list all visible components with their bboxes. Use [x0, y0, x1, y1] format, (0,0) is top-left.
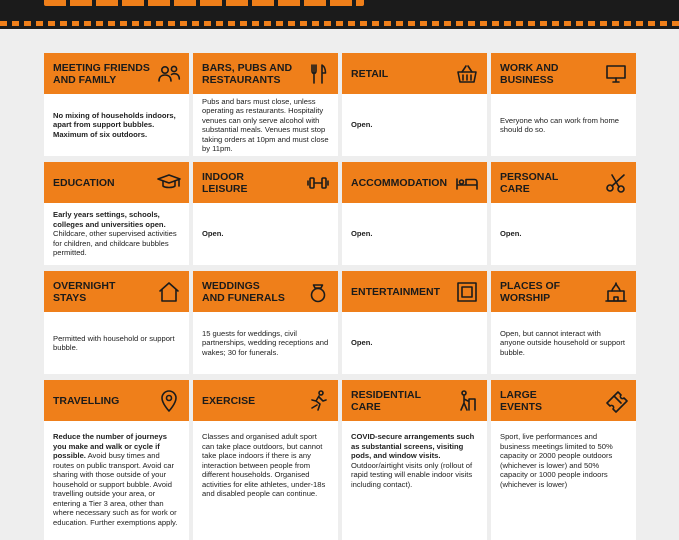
card-body — [193, 421, 338, 540]
card-indoor-leisure — [193, 162, 338, 265]
card-education — [44, 162, 189, 265]
card-weddings-and-funerals — [193, 271, 338, 374]
bed-icon — [455, 171, 479, 195]
card-body — [491, 312, 636, 374]
card-body — [491, 203, 636, 265]
card-description — [351, 432, 478, 489]
card-title: RESIDENTIAL CARE — [351, 388, 422, 413]
card-description — [351, 338, 373, 348]
card-meeting-friends-and-family — [44, 53, 189, 156]
card-description — [500, 229, 522, 239]
card-body — [491, 421, 636, 540]
card-header — [342, 271, 487, 312]
monitor-icon — [604, 62, 628, 86]
card-header — [44, 53, 189, 94]
card-highlight-text: Open. — [202, 229, 224, 239]
card-title: LARGE EVENTS — [500, 388, 543, 413]
card-highlight-text: Reduce the number of journeys you make and walk or cycle if possible. — [53, 432, 167, 460]
card-retail — [342, 53, 487, 156]
banner-title-strip — [44, 0, 364, 6]
card-title: ENTERTAINMENT — [351, 285, 441, 298]
card-body — [44, 203, 189, 265]
place-of-worship-icon — [604, 280, 628, 304]
card-header — [491, 271, 636, 312]
card-title: EDUCATION — [53, 176, 115, 189]
card-header — [342, 53, 487, 94]
card-detail-text: Pubs and bars must close, unless operating as restaurants. Hospitality venues can only serve alcohol with substantial meals. Venues must stop taking orders at 10pm and must close by 11pm. — [202, 96, 329, 153]
card-header — [44, 271, 189, 312]
card-description — [202, 229, 224, 239]
picture-frame-icon — [455, 280, 479, 304]
location-pin-icon — [157, 389, 181, 413]
card-large-events — [491, 380, 636, 540]
card-travelling — [44, 380, 189, 540]
card-work-and-business — [491, 53, 636, 156]
card-description — [53, 334, 180, 353]
care-walker-icon — [455, 389, 479, 413]
card-header — [491, 380, 636, 421]
card-detail-text: 15 guests for weddings, civil partnerships, wedding receptions and wakes; 30 for funerals. — [202, 328, 329, 357]
card-title: WEDDINGS AND FUNERALS — [202, 279, 285, 304]
card-highlight-text: Early years settings, schools, colleges and universities open. — [53, 210, 166, 229]
card-highlight-text: Open. — [351, 338, 373, 348]
card-description — [202, 97, 329, 154]
card-highlight-text: COVID-secure arrangements such as substantial screens, visiting pods, and window visits. — [351, 432, 475, 460]
card-header — [193, 271, 338, 312]
card-description — [351, 229, 373, 239]
card-title: PLACES OF WORSHIP — [500, 279, 561, 304]
card-residential-care — [342, 380, 487, 540]
card-description — [202, 432, 329, 499]
card-personal-care — [491, 162, 636, 265]
card-header — [193, 162, 338, 203]
card-body — [193, 94, 338, 156]
card-description — [500, 329, 627, 358]
card-detail-text: Open, but cannot interact with anyone outside household or support bubble. — [500, 328, 625, 357]
card-detail-text: Everyone who can work from home should do so. — [500, 115, 620, 134]
card-detail-text: Outdoor/airtight visits only (rollout of rapid testing will enable indoor visits including contact). — [351, 460, 473, 489]
card-header — [193, 53, 338, 94]
card-body — [193, 203, 338, 265]
card-body — [342, 94, 487, 156]
card-description — [53, 111, 180, 140]
card-body — [44, 94, 189, 156]
card-highlight-text: No mixing of households indoors, apart from support bubbles. Maximum of six outdoors. — [53, 110, 176, 139]
card-title: MEETING FRIENDS AND FAMILY — [53, 61, 150, 86]
card-highlight-text: Open. — [351, 120, 373, 130]
people-icon — [157, 62, 181, 86]
card-detail-text: Sport, live performances and business meetings limited to 50% capacity or 2000 people outdoors (whichever is lower) and 50% capacity or 1000 people indoors (whichever is lower) — [500, 432, 613, 489]
card-header — [193, 380, 338, 421]
basket-icon — [455, 62, 479, 86]
card-accommodation — [342, 162, 487, 265]
scissors-icon — [604, 171, 628, 195]
card-header — [342, 162, 487, 203]
card-detail-text: Classes and organised adult sport can take place outdoors, but cannot take place indoors if there is any interaction between people from different households. Organised activities for elite athletes, under-18s and disabled people can continue. — [202, 432, 326, 498]
card-title: TRAVELLING — [53, 394, 120, 407]
card-bars-pubs-and-restaurants — [193, 53, 338, 156]
card-description — [53, 210, 180, 258]
card-title: WORK AND BUSINESS — [500, 61, 559, 86]
card-header — [44, 162, 189, 203]
card-title: EXERCISE — [202, 394, 256, 407]
dumbbell-icon — [306, 171, 330, 195]
card-highlight-text: Open. — [500, 229, 522, 239]
card-description — [202, 329, 329, 358]
graduation-cap-icon — [157, 171, 181, 195]
house-icon — [157, 280, 181, 304]
card-title: BARS, PUBS AND RESTAURANTS — [202, 61, 293, 86]
card-header — [491, 53, 636, 94]
card-detail-text: Permitted with household or support bubble. — [53, 333, 175, 352]
card-detail-text: Avoid busy times and routes on public transport. Avoid car sharing with those outside of your household or support bubble. Avoid travelling outside your area, or entering a Tier 3 area, other than where necessary such as for work or education. Further exemptions apply. — [53, 451, 178, 527]
card-body — [491, 94, 636, 156]
ticket-icon — [604, 389, 628, 413]
card-title: ACCOMMODATION — [351, 176, 448, 189]
card-body — [342, 203, 487, 265]
card-description — [351, 120, 373, 130]
card-description — [53, 432, 180, 527]
card-body — [44, 421, 189, 540]
card-exercise — [193, 380, 338, 540]
card-header — [44, 380, 189, 421]
card-highlight-text: Open. — [351, 229, 373, 239]
card-title: PERSONAL CARE — [500, 170, 559, 195]
running-person-icon — [306, 389, 330, 413]
card-header — [342, 380, 487, 421]
card-detail-text: Childcare, other supervised activities for children, and childcare bubbles permitted. — [53, 229, 177, 258]
card-entertainment — [342, 271, 487, 374]
card-body — [342, 421, 487, 540]
card-title: OVERNIGHT STAYS — [53, 279, 116, 304]
card-body — [193, 312, 338, 374]
card-title: RETAIL — [351, 67, 389, 80]
header-banner — [0, 0, 679, 29]
card-title: INDOOR LEISURE — [202, 170, 248, 195]
card-places-of-worship — [491, 271, 636, 374]
cutlery-icon — [306, 62, 330, 86]
ring-icon — [306, 280, 330, 304]
card-overnight-stays — [44, 271, 189, 374]
card-header — [491, 162, 636, 203]
banner-hazard-stripe — [0, 21, 679, 26]
card-body — [342, 312, 487, 374]
card-description — [500, 116, 627, 135]
card-description — [500, 432, 627, 489]
card-body — [44, 312, 189, 374]
restrictions-grid — [44, 53, 636, 540]
